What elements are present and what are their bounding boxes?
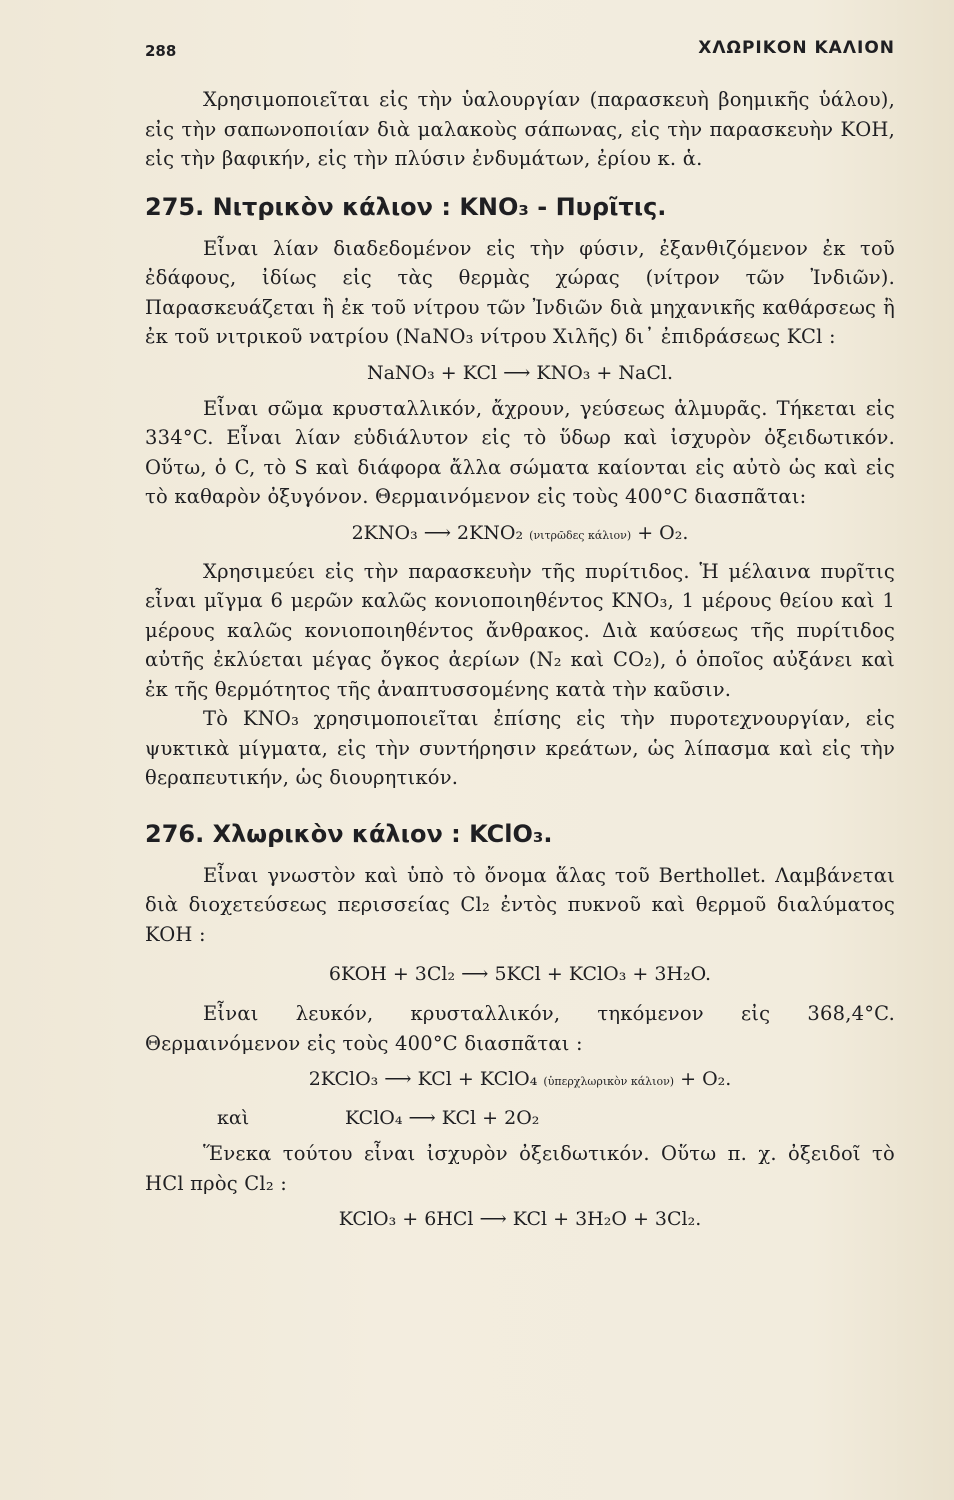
equation-note: (ὑπερχλωρικὸν κάλιον) xyxy=(543,1075,675,1088)
paragraph: Τὸ KNO₃ χρησιμοποιεῖται ἐπίσης εἰς τὴν πυροτεχνουργίαν, εἰς ψυκτικὰ μίγματα, εἰς τὴν συντήρησιν κρεάτων, ὡς λίπασμα καὶ εἰς τὴν θεραπευτικήν, ὡς διουρητικόν. xyxy=(145,707,895,789)
equation-part: 2KNO₃ ⟶ 2KNO₂ xyxy=(351,521,524,544)
paragraph: Εἶναι γνωστὸν καὶ ὑπὸ τὸ ὄνομα ἅλας τοῦ Berthollet. Λαμβάνεται διὰ διοχετεύσεως περισσείας Cl₂ ἐντὸς πυκνοῦ καὶ θερμοῦ διαλύματος KOH : xyxy=(145,863,895,946)
equation-part: + O₂. xyxy=(637,521,689,544)
section-heading-275: 275. Νιτρικὸν κάλιον : KNO₃ - Πυρῖτις. xyxy=(145,192,667,221)
paragraph: Εἶναι σῶμα κρυσταλλικόν, ἄχρουν, γεύσεως ἁλμυρᾶς. Τήκεται εἰς 334°C. Εἶναι λίαν εὐδιάλυτον εἰς τὸ ὕδωρ καὶ ἰσχυρὸν ὀξειδωτικόν. Οὕτω, ὁ C, τὸ S καὶ διάφορα ἄλλα σώματα καίονται εἰς αὐτὸ ὡς καὶ εἰς τὸ καθαρὸν ὀξυγόνον. Θερμαινόμενον εἰς τοὺς 400°C διασπᾶται: xyxy=(145,396,895,508)
equation-part: 2KClO₃ ⟶ KCl + KClO₄ xyxy=(308,1068,538,1090)
paragraph: Χρησιμοποιεῖται εἰς τὴν ὑαλουργίαν (παρασκευὴ βοημικῆς ὑάλου), εἰς τὴν σαπωνοποιίαν διὰ μαλακοὺς σάπωνας, εἰς τὴν παρασκευὴν ΚΟΗ, εἰς τὴν βαφικήν, εἰς τὴν πλύσιν ἐνδυμάτων, ἐρίου κ. ἁ. xyxy=(145,88,895,170)
equation: KClO₃ + 6HCl ⟶ KCl + 3H₂O + 3Cl₂. xyxy=(338,1208,702,1230)
equation xyxy=(145,1064,895,1097)
page-body xyxy=(145,85,895,1240)
paragraph: Εἶναι λευκόν, κρυσταλλικόν, τηκόμενον εἰς 368,4°C. Θερμαινόμενον εἰς τοὺς 400°C διασπᾶται : xyxy=(145,1002,895,1055)
section-heading-276: 276. Χλωρικὸν κάλιον : KClO₃. xyxy=(145,819,553,848)
equation-part: + O₂. xyxy=(680,1068,732,1090)
equation-note: (νιτρῶδες κάλιον) xyxy=(529,528,632,542)
conjunction: καὶ xyxy=(217,1107,250,1129)
page-number: 288 xyxy=(145,42,177,60)
equation-row xyxy=(145,1103,895,1133)
equation: NaNO₃ + KCl ⟶ KNO₃ + NaCl. xyxy=(366,361,673,384)
paragraph: Χρησιμεύει εἰς τὴν παρασκευὴν τῆς πυρίτιδος. Ἡ μέλαινα πυρῖτις εἶναι μῖγμα 6 μερῶν καλῶς κονιοποιηθέντος KNO₃, 1 μέρους θείου καὶ 1 μέρους καλῶς κονιοποιηθέντος ἄνθρακος. Διὰ καύσεως τῆς πυρίτιδος αὐτῆς ἐκλύεται μέγας ὄγκος ἀερίων (N₂ καὶ CO₂), ὁ ὁποῖος αὐξάνει καὶ ἐκ τῆς θερμότητος τῆς ἀναπτυσσομένης κατὰ τὴν καῦσιν. xyxy=(145,559,895,701)
paragraph: Εἶναι λίαν διαδεδομένον εἰς τὴν φύσιν, ἐξανθιζόμενον ἐκ τοῦ ἐδάφους, ἰδίως εἰς τὰς θερμὰς χώρας (νίτρον τῶν Ἰνδιῶν). Παρασκευάζεται ἢ ἐκ τοῦ νίτρου τῶν Ἰνδιῶν διὰ μηχανικῆς καθάρσεως ἢ ἐκ τοῦ νιτρικοῦ νατρίου (NaNO₃ νίτρου Χιλῆς) δι᾽ ἐπιδράσεως KCl : xyxy=(145,236,895,348)
equation xyxy=(145,518,895,551)
page-header xyxy=(145,38,895,66)
equation: KClO₄ ⟶ KCl + 2O₂ xyxy=(345,1107,540,1129)
equation: 6KOH + 3Cl₂ ⟶ 5KCl + KClO₃ + 3H₂O. xyxy=(328,963,712,985)
running-title: ΧΛΩΡΙΚΟΝ ΚΑΛΙΟΝ xyxy=(698,38,895,58)
paragraph: Ἕνεκα τούτου εἶναι ἰσχυρὸν ὀξειδωτικόν. Οὕτω π. χ. ὀξειδοῖ τὸ HCl πρὸς Cl₂ : xyxy=(145,1142,895,1195)
